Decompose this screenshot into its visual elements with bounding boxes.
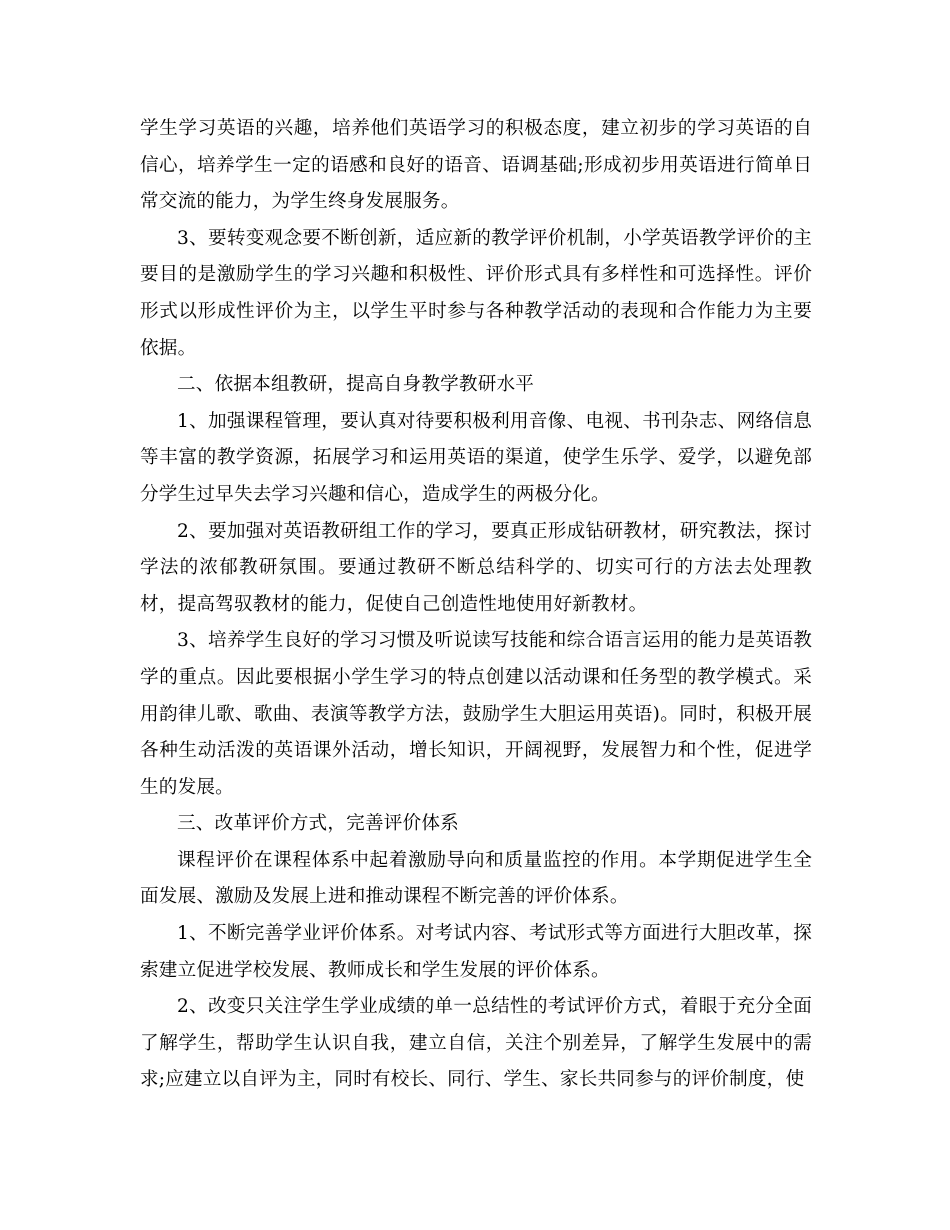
paragraph-item-3-evaluation: 3、要转变观念要不断创新，适应新的教学评价机制，小学英语教学评价的主要目的是激励学生的学习兴趣和积极性、评价形式具有多样性和可选择性。评价形式以形成性评价为主，以学生平时参与各种教学活动的表现和合作能力为主要依据。	[140, 227, 812, 359]
section-heading-3: 三、改革评价方式，完善评价体系	[177, 813, 459, 835]
paragraph-item-3-study-habits: 3、培养学生良好的学习习惯及听说读写技能和综合语言运用的能力是英语教学的重点。因此要根据小学生学习的特点创建以活动课和任务型的教学模式。采用韵律儿歌、歌曲、表演等教学方法，鼓励学生大胆运用英语)。同时，积极开展各种生动活泼的英语课外活动，增长知识，开阔视野，发展智力和个性，促进学生的发展。	[140, 630, 812, 798]
paragraph-item-2-evaluation-method: 2、改变只关注学生学业成绩的单一总结性的考试评价方式，着眼于充分全面了解学生，帮助学生认识自我，建立自信，关注个别差异，了解学生发展中的需求;应建立以自评为主，同时有校长、同行、学生、家长共同参与的评价制度，使	[140, 996, 812, 1091]
section-heading-2: 二、依据本组教研，提高自身教学教研水平	[177, 374, 535, 396]
paragraph-course-evaluation: 课程评价在课程体系中起着激励导向和质量监控的作用。本学期促进学生全面发展、激励及发展上进和推动课程不断完善的评价体系。	[140, 849, 812, 908]
paragraph-continuation: 学生学习英语的兴趣，培养他们英语学习的积极态度，建立初步的学习英语的自信心，培养学生一定的语感和良好的语音、语调基础;形成初步用英语进行简单日常交流的能力，为学生终身发展服务。	[140, 118, 812, 213]
paragraph-item-2-research-group: 2、要加强对英语教研组工作的学习，要真正形成钻研教材，研究教法，探讨学法的浓郁教研氛围。要通过教研不断总结科学的、切实可行的方法去处理教材，提高驾驭教材的能力，促使自己创造性地使用好新教材。	[140, 520, 812, 615]
document-body	[140, 111, 812, 1099]
paragraph-item-1-course-management: 1、加强课程管理，要认真对待要积极利用音像、电视、书刊杂志、网络信息等丰富的教学资源，拓展学习和运用英语的渠道，使学生乐学、爱学，以避免部分学生过早失去学习兴趣和信心，造成学生的两极分化。	[140, 410, 812, 505]
paragraph-item-1-academic-evaluation: 1、不断完善学业评价体系。对考试内容、考试形式等方面进行大胆改革，探索建立促进学校发展、教师成长和学生发展的评价体系。	[140, 923, 812, 981]
